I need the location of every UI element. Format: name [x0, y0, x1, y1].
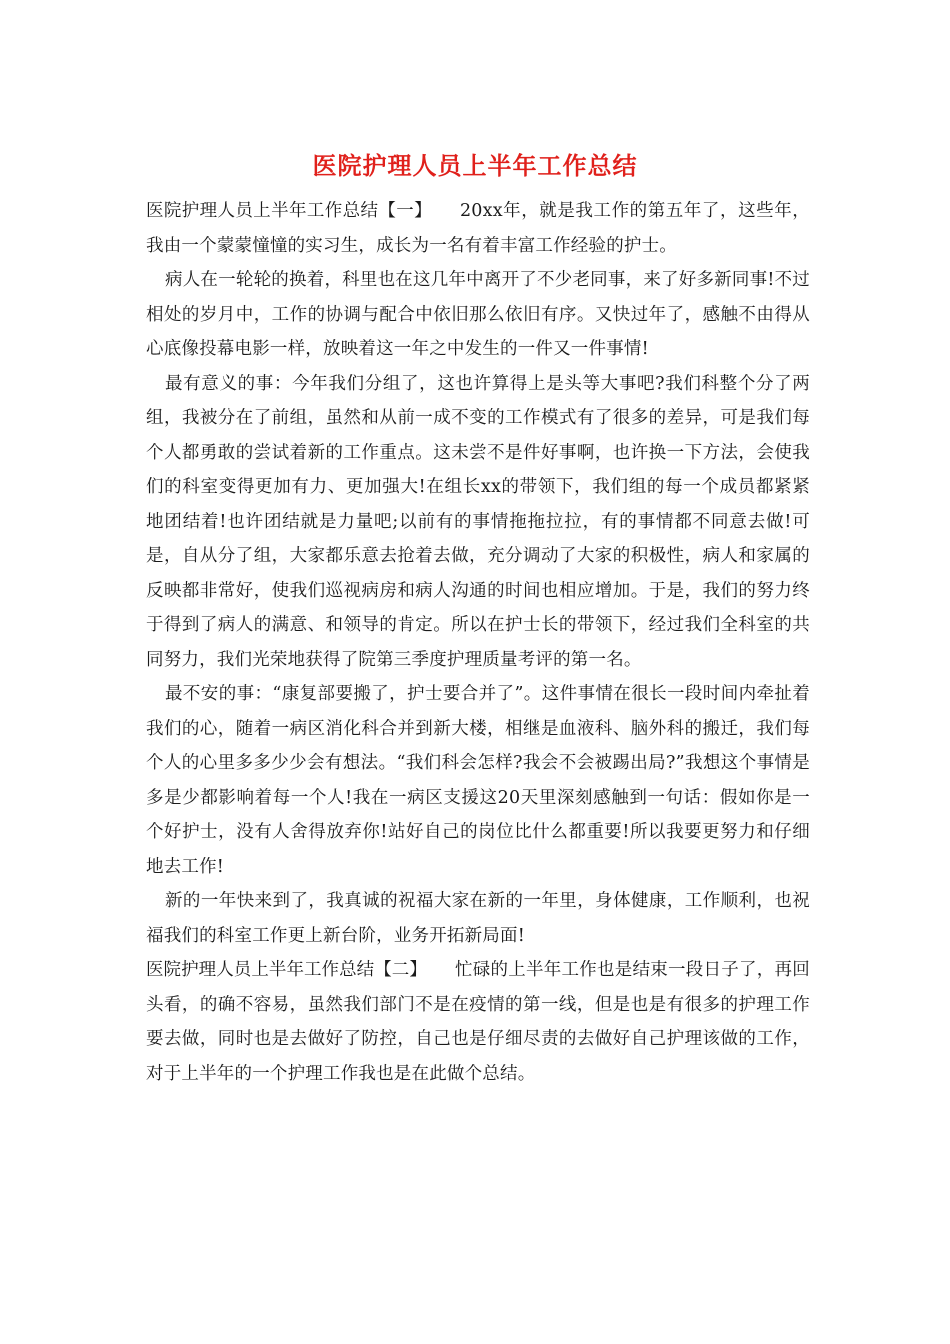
section-two-intro: 忙碌的上半年工作也是结束一段日子了，再回头看，的确不容易，虽然我们部门不是在疫情的第一线，但是也是有很多的护理工作要去做，同时也是去做好了防控，自己也是仔细尽责的去做好自己护理该做的工作，对于上半年的一个护理工作我也是在此做个总结。 — [146, 960, 811, 1084]
document-body — [146, 194, 810, 1091]
paragraph: 新的一年快来到了，我真诚的祝福大家在新的一年里，身体健康，工作顺利，也祝福我们的科室工作更上新台阶，业务开拓新局面! — [146, 891, 810, 946]
section-one-intro: 20xx年，就是我工作的第五年了，这些年，我由一个蒙蒙憧憧的实习生，成长为一名有着丰富工作经验的护士。 — [146, 201, 810, 256]
section-one-heading: 医院护理人员上半年工作总结【一】 — [146, 201, 432, 221]
section-two-heading: 医院护理人员上半年工作总结【二】 — [146, 960, 427, 980]
section-two-intro-paragraph — [146, 953, 810, 1091]
document-title: 医院护理人员上半年工作总结 — [312, 151, 638, 180]
paragraph: 病人在一轮轮的换着，科里也在这几年中离开了不少老同事，来了好多新同事!不过相处的岁月中，工作的协调与配合中依旧那么依旧有序。又快过年了，感触不由得从心底像投幕电影一样，放映着这一年之中发生的一件又一件事情! — [146, 270, 810, 359]
section-one-intro-paragraph — [146, 194, 810, 263]
paragraph: 最有意义的事：今年我们分组了，这也许算得上是头等大事吧?我们科整个分了两组，我被分在了前组，虽然和从前一成不变的工作模式有了很多的差异，可是我们每个人都勇敢的尝试着新的工作重点。这未尝不是件好事啊，也许换一下方法，会使我们的科室变得更加有力、更加强大!在组长xx的带领下，我们组的每一个成员都紧紧地团结着!也许团结就是力量吧;以前有的事情拖拖拉拉，有的事情都不同意去做!可是，自从分了组，大家都乐意去抢着去做，充分调动了大家的积极性，病人和家属的反映都非常好，使我们巡视病房和病人沟通的时间也相应增加。于是，我们的努力终于得到了病人的满意、和领导的肯定。所以在护士长的带领下，经过我们全科室的共同努力，我们光荣地获得了院第三季度护理质量考评的第一名。 — [146, 373, 810, 670]
paragraph: 最不安的事：“康复部要搬了，护士要合并了”。这件事情在很长一段时间内牵扯着我们的心，随着一病区消化科合并到新大楼，相继是血液科、脑外科的搬迁，我们每个人的心里多多少少会有想法。“我们科会怎样?我会不会被踢出局?”我想这个事情是多是少都影响着每一个人!我在一病区支援这20天里深刻感触到一句话：假如你是一个好护士，没有人舍得放弃你!站好自己的岗位比什么都重要!所以我要更努力和仔细地去工作! — [146, 684, 810, 877]
